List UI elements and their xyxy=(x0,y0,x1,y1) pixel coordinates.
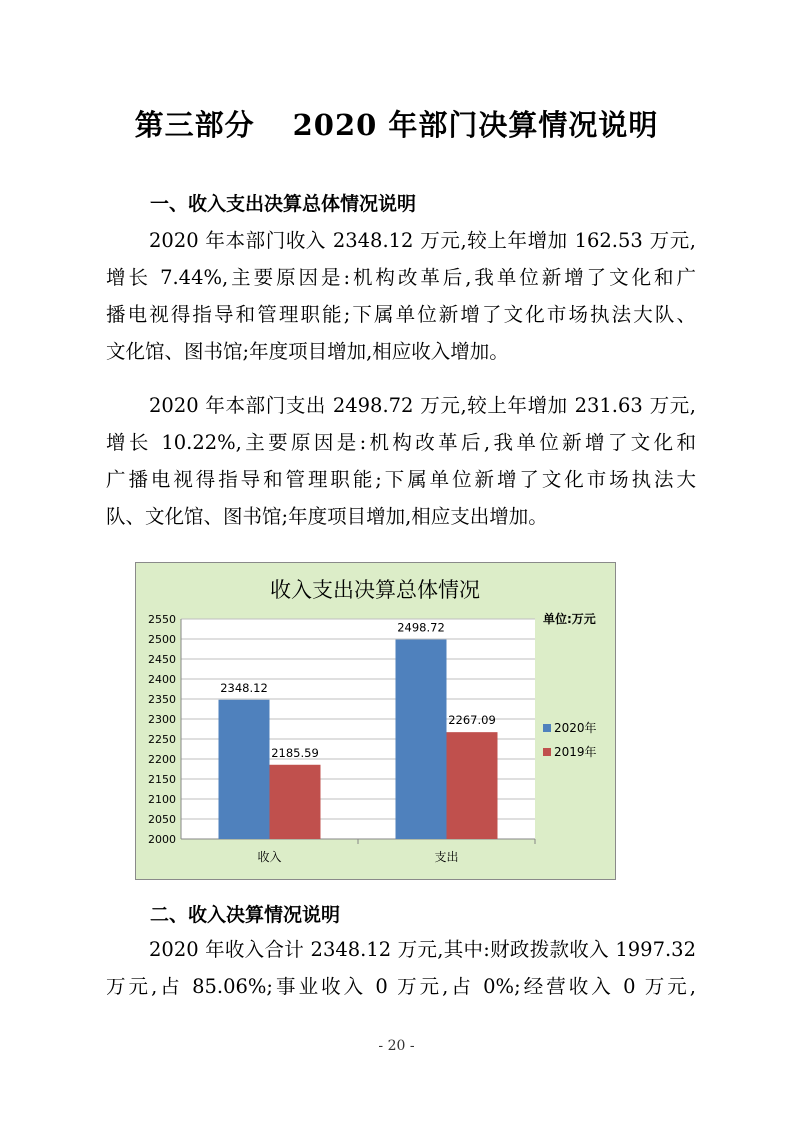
chart-title: 收入支出决算总体情况 xyxy=(270,578,480,602)
legend-swatch xyxy=(543,748,551,756)
y-tick-label: 2350 xyxy=(148,693,176,706)
legend-swatch xyxy=(543,724,551,732)
page-number: - 20 - xyxy=(378,1038,415,1054)
chart-unit-label: 单位:万元 xyxy=(543,612,596,626)
bar-2020年-收入 xyxy=(219,700,270,839)
y-tick-label: 2000 xyxy=(148,833,176,846)
income-expenditure-chart xyxy=(135,562,616,880)
section-heading-2: 二、收入决算情况说明 xyxy=(150,904,341,926)
text-line: 2020 年本部门支出 2498.72 万元,较上年增加 231.63 万元, xyxy=(149,394,696,417)
data-label: 2348.12 xyxy=(220,680,268,695)
text-line: 增长 7.44%,主要原因是:机构改革后,我单位新增了文化和广 xyxy=(106,266,696,289)
y-tick-label: 2450 xyxy=(148,653,176,666)
data-label: 2185.59 xyxy=(271,745,319,760)
text-line: 播电视得指导和管理职能;下属单位新增了文化市场执法大队、 xyxy=(106,303,696,326)
chart-svg xyxy=(136,563,615,879)
text-line: 增长 10.22%,主要原因是:机构改革后,我单位新增了文化和 xyxy=(106,431,696,454)
y-tick-label: 2500 xyxy=(148,633,176,646)
text-line: 万元,占 85.06%;事业收入 0 万元,占 0%;经营收入 0 万元, xyxy=(106,975,696,998)
paragraph-expenditure-summary xyxy=(106,387,696,535)
legend-label: 2019年 xyxy=(554,745,597,759)
paragraph-income-detail xyxy=(106,931,696,1005)
text-line: 2020 年收入合计 2348.12 万元,其中:财政拨款收入 1997.32 xyxy=(149,938,696,961)
bar-2020年-支出 xyxy=(396,640,447,839)
paragraph-income-summary xyxy=(106,222,696,370)
title-part: 第三部分 xyxy=(134,108,255,142)
data-label: 2267.09 xyxy=(448,713,496,728)
section-heading-1: 一、收入支出决算总体情况说明 xyxy=(150,193,417,215)
text-line: 文化馆、图书馆;年度项目增加,相应收入增加。 xyxy=(106,340,509,363)
bar-2019年-支出 xyxy=(447,732,498,839)
x-tick-label: 收入 xyxy=(257,850,282,864)
text-line: 队、文化馆、图书馆;年度项目增加,相应支出增加。 xyxy=(106,505,548,528)
y-tick-label: 2250 xyxy=(148,733,176,746)
page-title xyxy=(0,103,793,144)
x-tick-label: 支出 xyxy=(434,850,459,864)
y-tick-label: 2400 xyxy=(148,673,176,686)
text-line: 广播电视得指导和管理职能;下属单位新增了文化市场执法大 xyxy=(106,468,696,491)
y-tick-label: 2100 xyxy=(148,793,176,806)
data-label: 2498.72 xyxy=(397,620,445,635)
y-tick-label: 2300 xyxy=(148,713,176,726)
y-tick-label: 2550 xyxy=(148,613,176,626)
text-line: 2020 年本部门收入 2348.12 万元,较上年增加 162.53 万元, xyxy=(149,229,696,252)
legend-label: 2020年 xyxy=(554,721,597,735)
title-main: 2020 年部门决算情况说明 xyxy=(292,108,659,142)
y-tick-label: 2050 xyxy=(148,813,176,826)
bar-2019年-收入 xyxy=(270,765,321,839)
y-tick-label: 2150 xyxy=(148,773,176,786)
y-tick-label: 2200 xyxy=(148,753,176,766)
